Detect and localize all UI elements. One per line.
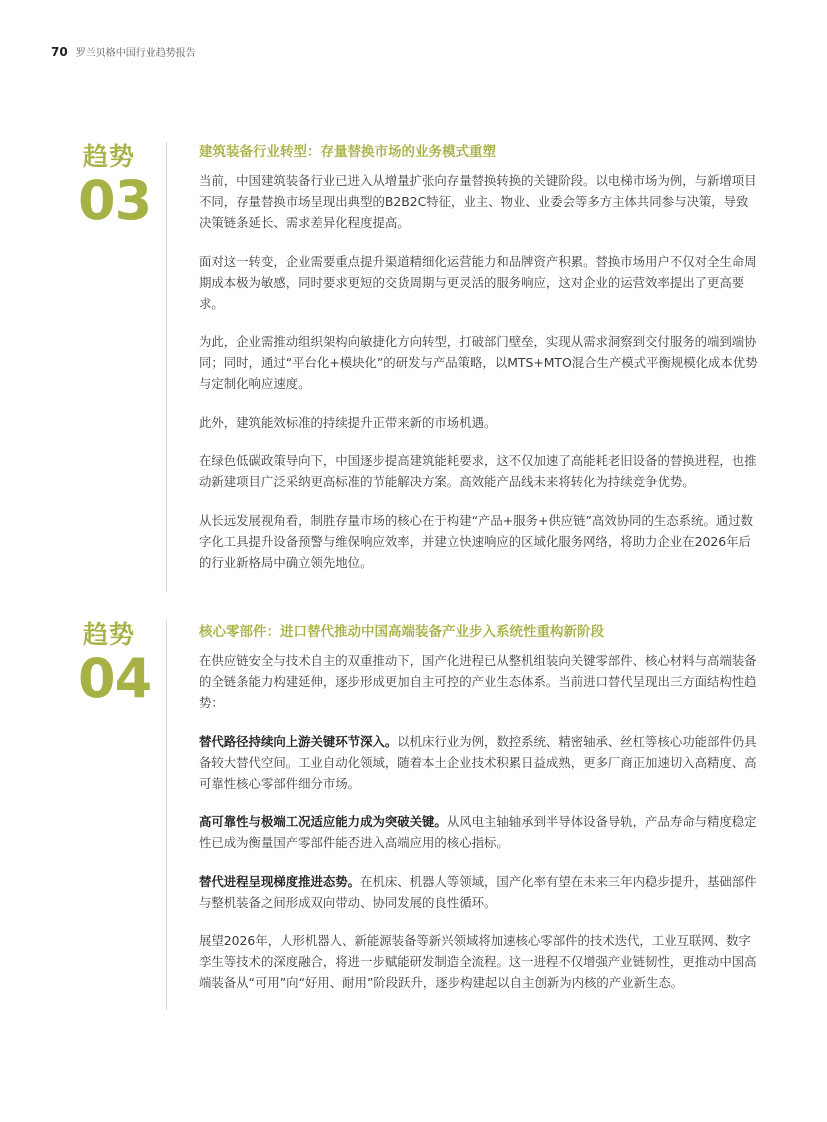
trend-04-point [199,871,759,913]
trend-04-point-text: 在机床、机器人等领域，国产化率有望在未来三年内稳步提升，基础部件与整机装备之间形成双向带动、协同发展的良性循环。 [199,873,757,910]
trend-03-label: 趋势 [83,142,136,171]
trend-03-title: 建筑装备行业转型：存量替换市场的业务模式重塑 [199,144,496,160]
trend-04-divider [166,620,167,1010]
trend-04-number: 04 [78,647,152,710]
trend-04-point-heading: 替代路径持续向上游关键环节深入。 [199,733,398,749]
trend-04-point-heading: 高可靠性与极端工况适应能力成为突破关键。 [199,814,447,829]
trend-03-paragraph: 此外，建筑能效标准的持续提升正带来新的市场机遇。 [199,414,497,430]
page-number: 70 [51,45,68,59]
trend-03-number: 03 [78,169,152,232]
trend-04-title: 核心零部件：进口替代推动中国高端装备产业步入系统性重构新阶段 [199,624,604,640]
trend-03-paragraph: 从长远发展视角看，制胜存量市场的核心在于构建“产品+服务+供应链”高效协同的生态系统。通过数字化工具提升设备预警与维保响应效率，并建立快速响应的区域化服务网络，将助力企业在2026年后的行业新格局中确立领先地位。 [199,512,754,570]
trend-04-point [199,811,759,853]
trend-03-paragraph: 当前，中国建筑装备行业已进入从增量扩张向存量替换转换的关键阶段。以电梯市场为例，与新增项目不同，存量替换市场呈现出典型的B2B2C特征，业主、物业、业委会等多方主体共同参与决策，导致决策链条延长、需求差异化程度提高。 [199,173,757,230]
trend-03-divider [166,142,167,592]
trend-03-section [199,142,759,590]
trend-04-point-heading: 替代进程呈现梯度推进态势。 [199,873,361,889]
trend-04-point-text: 以机床行业为例，数控系统、精密轴承、丝杠等核心功能部件仍具备较大替代空间。工业自动化领域，随着本土企业技术积累日益成熟，更多厂商正加速切入高精度、高可靠性核心零部件细分市场。 [199,733,757,791]
trend-04-label: 趋势 [83,620,136,649]
trend-03-marker [78,142,158,230]
trend-04-section [199,622,759,1011]
page-header [51,44,196,59]
trend-04-intro: 在供应链安全与技术自主的双重推动下，国产化进程已从整机组装向关键零部件、核心材料与高端装备的全链条能力构建延伸，逐步形成更加自主可控的产业生态体系。当前进口替代呈现出三方面结构性趋势： [199,653,757,710]
trend-03-paragraph: 为此，企业需推动组织架构向敏捷化方向转型，打破部门壁垒，实现从需求洞察到交付服务的端到端协同；同时，通过“平台化+模块化”的研发与产品策略，以MTS+MTO混合生产模式平衡规模化成本优势与定制化响应速度。 [199,334,758,391]
trend-03-paragraph: 在绿色低碳政策导向下，中国逐步提高建筑能耗要求，这不仅加速了高能耗老旧设备的替换进程，也推动新建项目广泛采纳更高标准的节能解决方案。高效能产品线未来将转化为持续竞争优势。 [199,453,757,489]
trend-03-paragraph: 面对这一转变，企业需要重点提升渠道精细化运营能力和品牌资产积累。替换市场用户不仅对全生命周期成本极为敏感，同时要求更短的交货周期与更灵活的服务响应，这对企业的运营效率提出了更高要求。 [199,253,757,311]
trend-04-point-text: 从风电主轴轴承到半导体设备导轨，产品寿命与精度稳定性已成为衡量国产零部件能否进入高端应用的核心指标。 [199,814,757,850]
trend-04-closing: 展望2026年，人形机器人、新能源装备等新兴领域将加速核心零部件的技术迭代，工业互联网、数字孪生等技术的深度融合，将进一步赋能研发制造全流程。这一进程不仅增强产业链韧性，更推动中国高端装备从“可用”向“好用、耐用”阶段跃升，逐步构建起以自主创新为内核的产业新生态。 [199,933,757,990]
trend-04-marker [78,620,158,708]
report-title: 罗兰贝格中国行业趋势报告 [75,48,196,59]
trend-04-point [199,731,759,794]
